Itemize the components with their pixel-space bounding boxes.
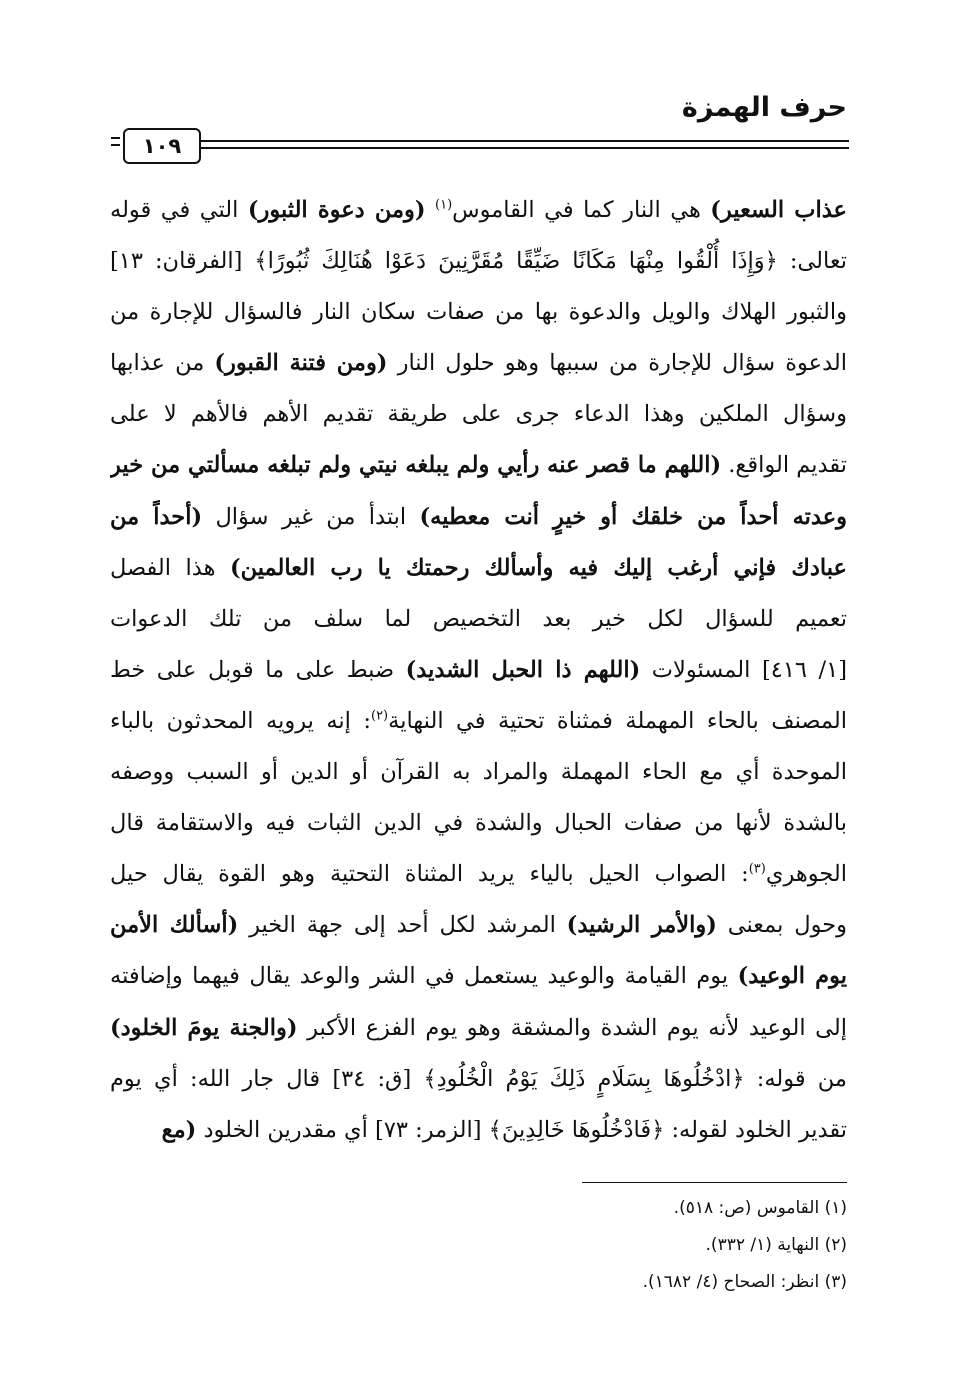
header-rule: [200, 140, 849, 142]
page-number-tab: [111, 137, 120, 139]
sharh-text: والثبور الهلاك والويل والدعوة بها من صفات سكان النار فالسؤال للإجارة من: [110, 299, 847, 326]
body-line: [110, 951, 847, 1002]
footnote-separator: [582, 1182, 847, 1183]
sharh-text: إلى الوعيد لأنه يوم الشدة والمشقة وهو يوم الفزع الأكبر: [297, 1014, 847, 1041]
chapter-title: حرف الهمزة: [681, 92, 847, 123]
sharh-text: الدعوة سؤال للإجارة من سببها وهو حلول النار: [387, 350, 847, 377]
sharh-text: التي في قوله: [110, 197, 248, 223]
body-line: [110, 594, 847, 645]
matn-text: (مع: [161, 1116, 197, 1143]
sharh-text: هذا الفصل: [110, 554, 230, 581]
matn-text: (ومن دعوة الثبور): [247, 197, 426, 223]
matn-text: وعدته أحداً من خلقك أو خيرٍ أنت معطيه): [419, 503, 847, 530]
footnote-3: (٣) انظر: الصحاح (٤/ ١٦٨٢).: [642, 1272, 847, 1292]
footnote-ref: (١): [435, 197, 453, 213]
sharh-text: : الصواب الحيل بالياء يريد المثناة التحتية وهو القوة يقال حيل: [110, 861, 749, 888]
body-line: [110, 645, 847, 696]
body-line: [110, 1054, 847, 1105]
body-line: [110, 492, 847, 543]
body-line: [110, 1003, 847, 1054]
body-line: [110, 849, 847, 900]
body-line: [110, 236, 847, 287]
sharh-text: تعالى: ﴿وَإِذَا أُلْقُوا مِنْهَا مَكَانًا ضَيِّقًا مُقَرَّنِينَ دَعَوْا هُنَالِكَ ثُبُورًا﴾ [الفرقان: ١٣]: [110, 248, 847, 275]
sharh-text: من عذابها: [110, 350, 215, 377]
sharh-text: الموحدة أي مع الحاء المهملة والمراد به القرآن أو الدين أو السبب ووصفه: [110, 759, 847, 786]
sharh-text: [426, 197, 435, 223]
footnotes: [643, 1190, 847, 1301]
sharh-text: [١/ ٤١٦] المسئولات: [640, 656, 847, 683]
sharh-text: تقديم الواقع.: [721, 452, 847, 479]
page-number: ١٠٩: [123, 128, 201, 164]
sharh-text: الجوهري: [765, 861, 847, 888]
matn-text: (ومن فتنة القبور): [214, 350, 388, 377]
body-text: [110, 185, 847, 1156]
matn-text: (والجنة يومَ الخلود): [110, 1014, 298, 1041]
footnote-1: (١) القاموس (ص: ٥١٨).: [673, 1198, 847, 1218]
matn-text: (أسألك الأمن: [110, 912, 239, 939]
body-line: [110, 338, 847, 389]
sharh-text: بالشدة لأنها من صفات الحبال والشدة في الدين الثبات فيه والاستقامة قال: [110, 810, 847, 837]
sharh-text: المرشد لكل أحد إلى جهة الخير: [238, 912, 567, 939]
body-line: [110, 798, 847, 849]
body-line: [110, 287, 847, 338]
body-line: [110, 185, 847, 236]
body-line: [110, 543, 847, 594]
page-number-tab: [111, 144, 120, 146]
sharh-text: : إنه يرويه المحدثون بالباء: [110, 707, 371, 734]
matn-text: عذاب السعير): [710, 197, 847, 223]
matn-text: (اللهم ما قصر عنه رأيي ولم يبلغه نيتي ولم تبلغه مسألتي من خير: [110, 452, 722, 479]
matn-text: عبادك فإني أرغب إليك فيه وأسألك رحمتك يا رب العالمين): [229, 554, 847, 581]
sharh-text: ابتدأ من غير سؤال: [202, 503, 420, 530]
sharh-text: هي النار كما في القاموس: [452, 197, 711, 223]
header-rule-double: [200, 147, 849, 149]
body-line: [110, 389, 847, 440]
matn-text: (والأمر الرشيد): [566, 912, 717, 939]
body-line: [110, 900, 847, 951]
sharh-text: تعميم للسؤال لكل خير بعد التخصيص لما سلف من تلك الدعوات: [110, 605, 847, 632]
matn-text: (أحداً من: [110, 503, 203, 530]
sharh-text: وسؤال الملكين وهذا الدعاء جرى على طريقة تقديم الأهم فالأهم لا على: [110, 401, 847, 428]
body-line: [110, 440, 847, 491]
sharh-text: تقدير الخلود لقوله: ﴿فَادْخُلُوهَا خَالِدِينَ﴾ [الزمر: ٧٣] أي مقدرين الخلود: [196, 1116, 847, 1143]
sharh-text: من قوله: ﴿ادْخُلُوهَا بِسَلَامٍ ذَلِكَ يَوْمُ الْخُلُودِ﴾ [ق: ٣٤] قال جار الله: أي يوم: [110, 1065, 847, 1092]
footnote-ref: (٣): [748, 861, 766, 877]
sharh-text: ضبط على ما قوبل على خط: [110, 656, 406, 683]
sharh-text: المصنف بالحاء المهملة فمثناة تحتية في النهاية: [388, 707, 847, 734]
matn-text: يوم الوعيد): [737, 963, 847, 990]
footnote-ref: (٢): [370, 708, 389, 724]
body-line: [110, 1105, 847, 1156]
body-line: [110, 747, 847, 798]
sharh-text: يوم القيامة والوعيد يستعمل في الشر والوعد يقال فيهما وإضافته: [110, 963, 738, 990]
sharh-text: وحول بمعنى: [716, 912, 847, 939]
matn-text: (اللهم ذا الحبل الشديد): [405, 656, 641, 683]
body-line: [110, 696, 847, 747]
footnote-2: (٢) النهاية (١/ ٣٣٢).: [705, 1235, 847, 1255]
